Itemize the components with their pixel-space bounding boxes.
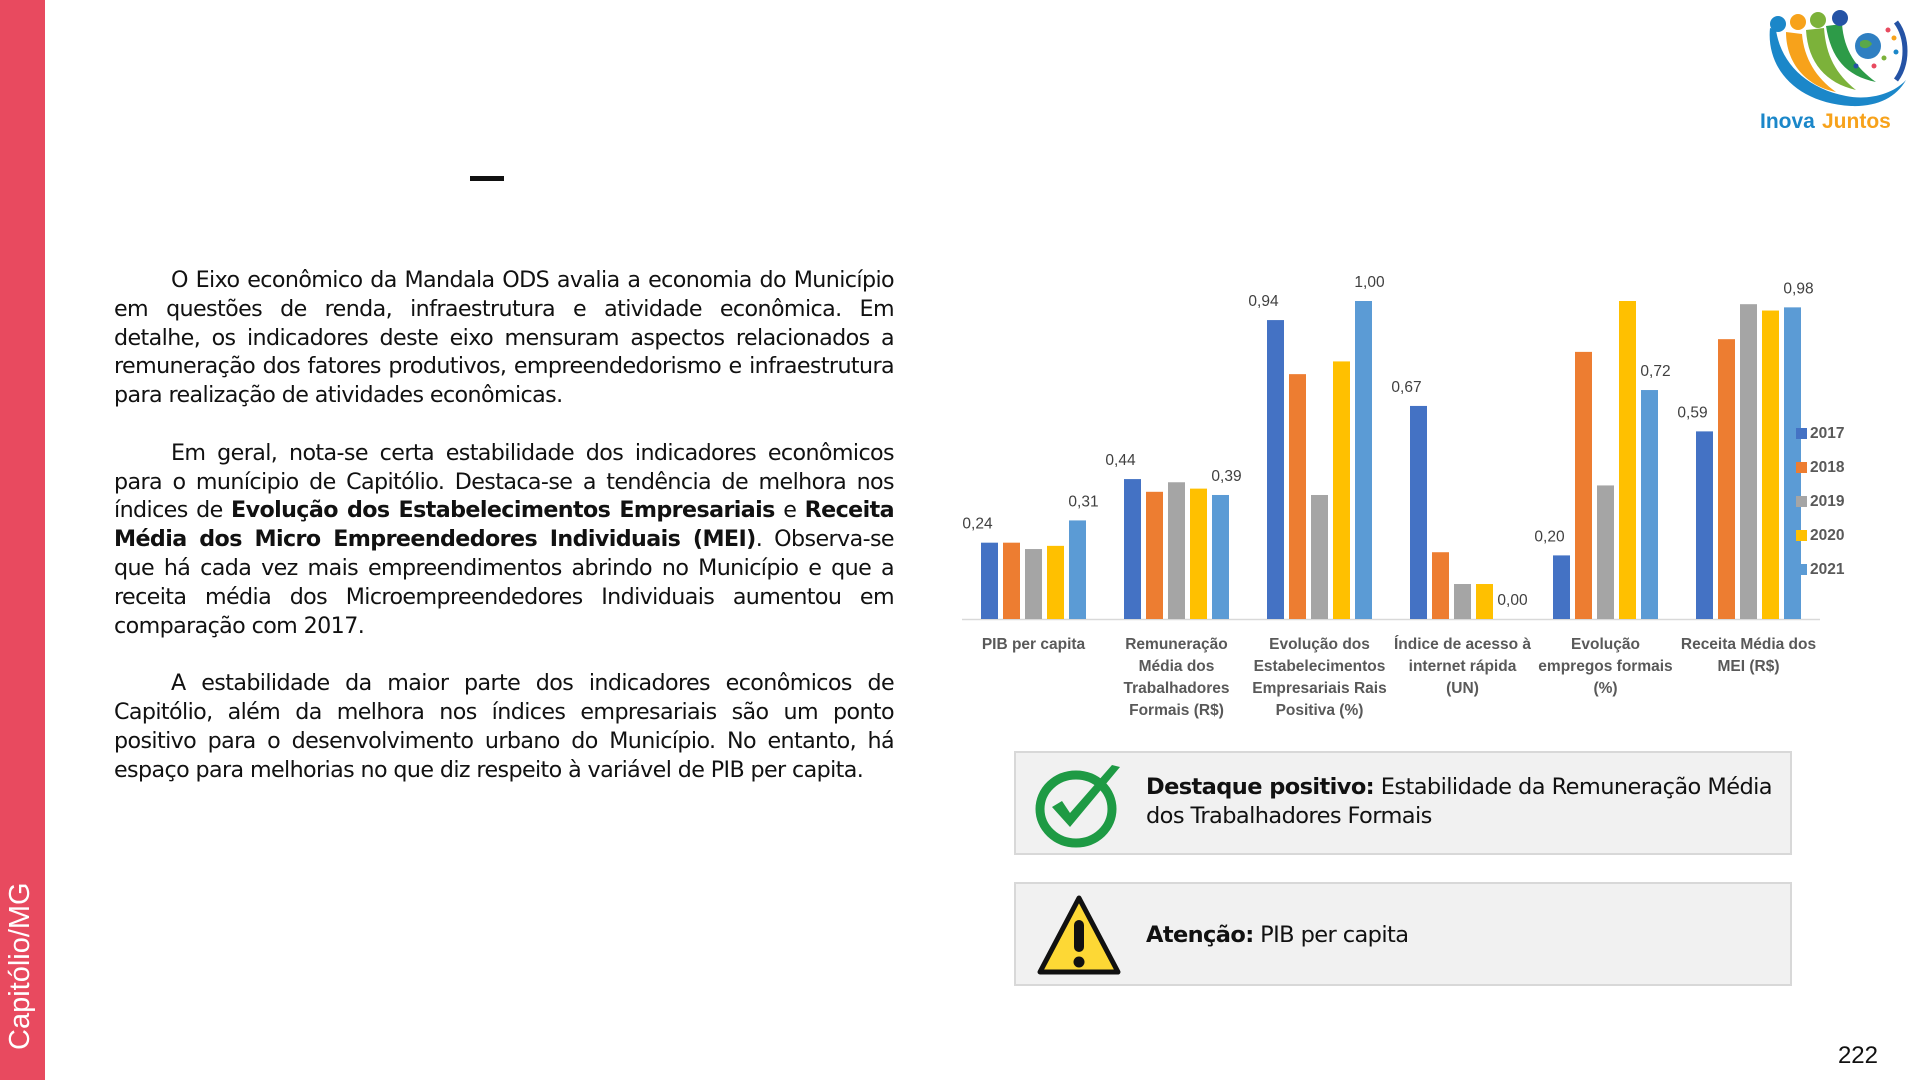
category-label: empregos formais [1538, 658, 1673, 675]
bar-2018-cat3 [1432, 552, 1449, 619]
category-label: Evolução dos [1269, 636, 1370, 653]
title-dash [470, 176, 504, 181]
data-label: 0,31 [1068, 493, 1099, 511]
bar-2019-cat4 [1597, 485, 1614, 619]
bar-2017-cat4 [1553, 555, 1570, 619]
bar-2017-cat0 [981, 543, 998, 619]
legend-swatch-2017 [1796, 428, 1807, 439]
bar-chart [950, 270, 1870, 730]
text-segment: A estabilidade da maior parte dos indicadores econômicos de Capitólio, além da melhora nos índices empresariais são um ponto positivo para o desenvolvimento urbano do Município. No entanto, há espaço para melhorias no que diz respeito à variável de PIB per capita. [114, 670, 894, 783]
data-label: 0,59 [1677, 404, 1708, 422]
text-segment: Em geral, nota-se certa estabilidade dos indicadores econômicos para o munícipio de Capitólio. Destaca-se a tendência de melhora nos índices de [114, 439, 894, 524]
bold-text: Receita Média dos Micro Empreendedores Individuais (MEI) [114, 497, 894, 553]
legend-swatch-2019 [1796, 496, 1807, 507]
warning-triangle-icon [1034, 892, 1124, 980]
category-label: (UN) [1446, 680, 1479, 697]
category-label: Formais (R$) [1129, 702, 1224, 719]
data-label: 0,44 [1105, 452, 1136, 470]
data-label: 0,24 [962, 515, 993, 533]
bar-2017-cat5 [1696, 431, 1713, 619]
data-label: 0,00 [1497, 592, 1528, 609]
bar-2021-cat2 [1355, 301, 1372, 619]
check-circle-icon [1034, 761, 1124, 849]
bar-2020-cat4 [1619, 301, 1636, 619]
category-label: Índice de acesso à [1394, 636, 1531, 653]
bar-2020-cat1 [1190, 489, 1207, 619]
category-label: Positiva (%) [1275, 702, 1364, 719]
category-label: Estabelecimentos [1253, 658, 1386, 675]
data-label: 0,94 [1248, 293, 1279, 311]
bar-2019-cat5 [1740, 304, 1757, 619]
page-number: 222 [1837, 1042, 1878, 1069]
callout-attention-text [1146, 921, 1772, 950]
legend-label: 2020 [1810, 527, 1845, 544]
data-label: 1,00 [1354, 274, 1385, 291]
body-paragraph [114, 669, 894, 784]
bar-2017-cat1 [1124, 479, 1141, 619]
bar-2020-cat2 [1333, 361, 1350, 619]
legend-label: 2021 [1810, 561, 1845, 578]
bold-text: Evolução dos Estabelecimentos Empresariais [231, 497, 775, 524]
category-label: internet rápida [1408, 658, 1517, 675]
bar-2019-cat1 [1168, 482, 1185, 619]
bar-2021-cat1 [1212, 495, 1229, 619]
data-label: 0,72 [1640, 363, 1671, 381]
legend-label: 2018 [1810, 459, 1845, 476]
category-label: Trabalhadores [1123, 680, 1230, 697]
data-label: 0,98 [1783, 280, 1814, 298]
bar-2020-cat3 [1476, 584, 1493, 619]
category-label: Remuneração [1125, 636, 1228, 653]
legend-label: 2019 [1810, 493, 1845, 510]
category-label: Empresariais Rais [1252, 680, 1387, 697]
bar-2021-cat4 [1641, 390, 1658, 619]
text-segment: O Eixo econômico da Mandala ODS avalia a economia do Município em questões de renda, infraestrutura e atividade econômica. Em detalhe, os indicadores deste eixo mensuram aspectos relacionados a remuneração dos fatores produtivos, empreendedorismo e infraestrutura para realização de atividades econômicas. [114, 267, 894, 409]
bar-2020-cat0 [1047, 546, 1064, 619]
bar-2019-cat0 [1025, 549, 1042, 619]
bar-2017-cat3 [1410, 406, 1427, 619]
data-label: 0,39 [1211, 467, 1242, 485]
category-label: Receita Média dos [1680, 636, 1817, 653]
bar-2020-cat5 [1762, 311, 1779, 619]
data-label: 0,67 [1391, 378, 1422, 396]
category-label: Média dos [1138, 658, 1215, 675]
body-paragraph [114, 266, 894, 410]
bar-2018-cat5 [1718, 339, 1735, 619]
callout-positive-text [1146, 773, 1772, 831]
legend-swatch-2018 [1796, 462, 1807, 473]
bar-2018-cat2 [1289, 374, 1306, 619]
bar-2018-cat1 [1146, 492, 1163, 619]
bar-2018-cat0 [1003, 543, 1020, 619]
callout-attention [1014, 882, 1792, 986]
callout-positive-body: Estabilidade da Remuneração Média dos Trabalhadores Formais [1146, 774, 1772, 829]
legend-label: 2017 [1810, 425, 1845, 442]
text-segment: . Observa-se que há cada vez mais empreendimentos abrindo no Município e que a receita média dos Microempreendedores Individuais aumentou em comparação com 2017. [114, 526, 894, 639]
bar-2021-cat0 [1069, 520, 1086, 619]
legend-swatch-2020 [1796, 530, 1807, 541]
body-text [114, 266, 894, 813]
legend-swatch-2021 [1796, 564, 1807, 575]
bar-2018-cat4 [1575, 352, 1592, 619]
body-paragraph [114, 439, 894, 641]
data-label: 0,20 [1534, 528, 1565, 546]
category-label: PIB per capita [981, 636, 1086, 653]
logo-text-juntos: Juntos [1822, 110, 1891, 133]
callout-attention-label: Atenção: [1146, 922, 1254, 948]
category-label: (%) [1593, 680, 1618, 697]
bar-2019-cat3 [1454, 584, 1471, 619]
category-label: MEI (R$) [1717, 658, 1780, 675]
category-label: Evolução [1571, 636, 1640, 653]
bar-2017-cat2 [1267, 320, 1284, 619]
text-segment: e [774, 497, 805, 524]
callout-positive [1014, 751, 1792, 855]
callout-attention-body: PIB per capita [1253, 922, 1409, 948]
inovajuntos-logo [1756, 8, 1916, 134]
sidebar [0, 0, 45, 1080]
callout-positive-label: Destaque positivo: [1146, 774, 1375, 800]
sidebar-label-text: Capitólio/MG [4, 882, 36, 1050]
bar-2019-cat2 [1311, 495, 1328, 619]
logo-text-inova: Inova [1760, 110, 1815, 133]
